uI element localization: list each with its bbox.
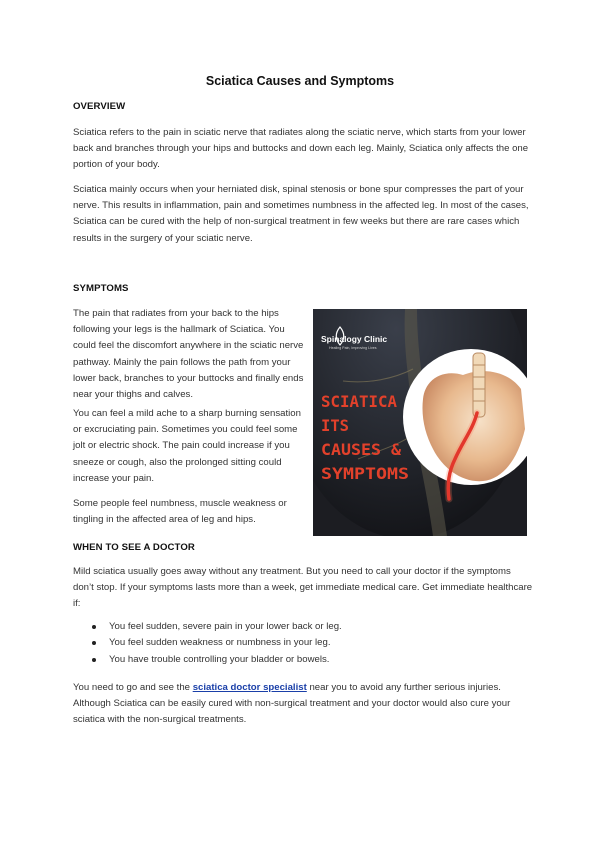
doctor-heading: WHEN TO SEE A DOCTOR — [73, 542, 195, 553]
sciatica-doctor-specialist-link[interactable]: sciatica doctor specialist — [192, 682, 307, 693]
doctor-intro: Mild sciatica usually goes away without any treatment. But you need to call your doctor if the symptoms don’t stop. If your symptoms lasts more than a week, get immediate medical care. Get immediate healthcare if: — [73, 566, 533, 610]
bullet-text-2: You feel sudden weakness or numbness in your leg. — [109, 637, 331, 649]
headline-line-2: ITS — [321, 416, 349, 435]
bullet-icon — [92, 658, 96, 662]
closing-text-before: You need to go and see the — [73, 682, 193, 693]
brand-tagline: Healing Pain, Improving Lives — [329, 346, 377, 350]
closing-text-after: near you to avoid any further serious injuries. Although Sciatica can be easily cured with non-surgical treatment and your doctor would also cure your sciatica with the non-surgical treatments. — [73, 682, 511, 726]
list-item — [73, 619, 533, 635]
headline-line-3: CAUSES & — [321, 440, 402, 459]
doctor-closing-paragraph — [73, 680, 533, 729]
bullet-text-3: You have trouble controlling your bladder or bowels. — [109, 653, 330, 665]
list-item — [73, 652, 533, 668]
sciatica-poster-image — [313, 309, 527, 536]
bullet-text-1: You feel sudden, severe pain in your lower back or leg. — [109, 621, 342, 632]
symptoms-heading: SYMPTOMS — [73, 283, 129, 294]
bullet-icon — [92, 625, 96, 629]
overview-paragraph-2: Sciatica mainly occurs when your herniated disk, spinal stenosis or bone spur compresses the part of your nerve. This results in inflammation, pain and sometimes numbness in the affected leg. In most of the cases, Sciatica can be cured with the help of non-surgical treatment in few weeks but there are rare cases which results in the surgery of your sciatic nerve. — [73, 184, 529, 244]
lumbar-spine — [473, 353, 485, 417]
list-item — [73, 635, 533, 651]
headline-line-1: SCIATICA — [321, 392, 398, 411]
bullet-icon — [92, 641, 96, 645]
page-title: Sciatica Causes and Symptoms — [205, 74, 395, 88]
symptoms-paragraph-3: Some people feel numbness, muscle weakness or tingling in the affected area of leg and hips. — [73, 498, 287, 526]
doctor-bullet-list — [73, 619, 533, 668]
overview-heading: OVERVIEW — [73, 101, 126, 112]
symptoms-paragraph-1: The pain that radiates from your back to the hips following your legs is the hallmark of Sciatica. You could feel the discomfort anywhere in the sciatic nerve pathway. Mainly the pain follows the path from your lower back, branches to your buttocks and finally ends near your thighs and calves. — [73, 308, 304, 401]
symptoms-paragraph-2: You can feel a mild ache to a sharp burning sensation or excruciating pain. Sometimes you could feel some jolt or electric shock. The pain could increase if you sneeze or cough, also the prolonged sitting could increase your pain. — [73, 408, 301, 484]
overview-paragraph-1: Sciatica refers to the pain in sciatic nerve that radiates along the sciatic nerve, which starts from your lower back and branches through your hips and buttocks and down each leg. Mainly, Sciatica only affects the one portion of your body. — [73, 127, 529, 171]
headline-line-4: SYMPTOMS — [321, 464, 409, 483]
brand-name: Spinalogy Clinic — [321, 334, 388, 344]
